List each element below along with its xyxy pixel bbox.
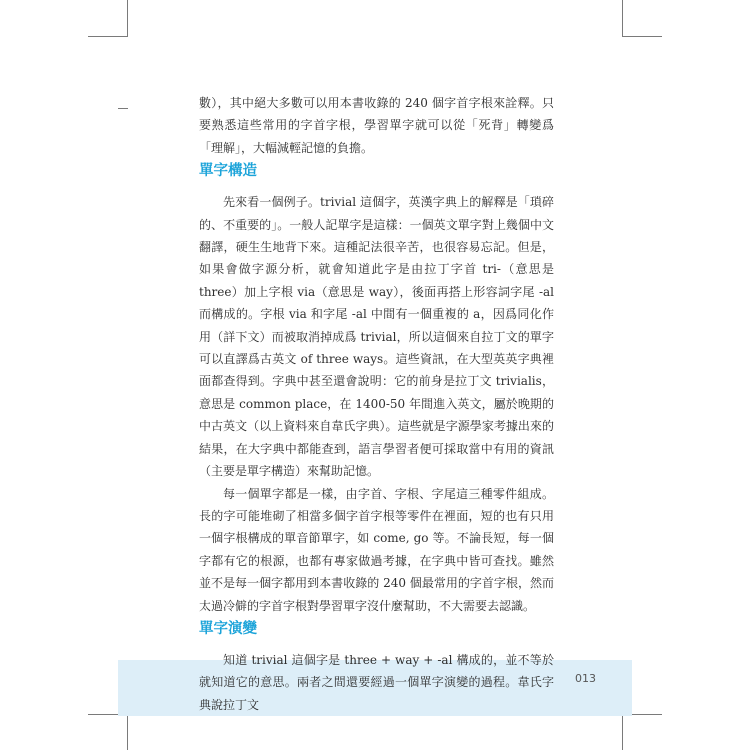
crop-mark bbox=[622, 0, 623, 36]
section-heading-word-evolution: 單字演變 bbox=[199, 620, 257, 637]
crop-mark bbox=[118, 108, 128, 109]
crop-mark bbox=[127, 714, 128, 750]
body-paragraph: 知道 trivial 這個字是 three + way + -al 構成的，並不等於就知道它的意思。兩者之間還要經過一個單字演變的過程。韋氏字典說拉丁文 bbox=[199, 652, 554, 712]
crop-mark bbox=[622, 714, 623, 750]
page-number: 013 bbox=[575, 672, 596, 685]
crop-mark bbox=[622, 36, 662, 37]
page-content bbox=[199, 92, 554, 716]
intro-paragraph: 數），其中絕大多數可以用本書收錄的 240 個字首字根來詮釋。只要熟悉這些常用的字首字根，學習單字就可以從「死背」轉變爲「理解」，大幅減輕記憶的負擔。 bbox=[199, 96, 554, 155]
body-paragraph: 先來看一個例子。trivial 這個字，英漢字典上的解釋是「瑣碎的、不重要的」。一般人記單字是這樣：一個英文單字對上幾個中文翻譯，硬生生地背下來。這種記法很辛苦，也很容易忘記。但是，如果會做字源分析，就會知道此字是由拉丁字首 tri-（意思是 three）加上字根 via（意思是 way），後面再搭上形容詞字尾 -al 而構成的。字根 via 和字尾 -al 中間有一個重複的 a，因爲同化作用（詳下文）而被取消掉成爲 trivial，所以這個來自拉丁文的單字可以直譯爲古英文 of three ways。這些資訊，在大型英英字典裡面都查得到。字典中甚至還會說明：它的前身是拉丁文 trivialis，意思是 common place，在 1400-50 年間進入英文，屬於晚期的中古英文（以上資料來自韋氏字典）。這些就是字源學家考據出來的結果，在大字典中都能查到，語言學習者便可採取當中有用的資訊（主要是單字構造）來幫助記憶。 bbox=[199, 195, 554, 479]
crop-mark bbox=[88, 36, 128, 37]
body-paragraph: 每一個單字都是一樣，由字首、字根、字尾這三種零件組成。長的字可能堆砌了相當多個字首字根等零件在裡面，短的也有只用一個字根構成的單音節單字，如 come, go 等。不論長短，每一個字都有它的根源，也都有專家做過考據，在字典中皆可查找。雖然並不是每一個字都用到本書收錄的 240 個最常用的字首字根，然而太過冷僻的字首字根對學習單字沒什麼幫助，不大需要去認識。 bbox=[199, 486, 554, 613]
section-heading-word-structure: 單字構造 bbox=[199, 163, 257, 180]
crop-mark bbox=[127, 0, 128, 36]
